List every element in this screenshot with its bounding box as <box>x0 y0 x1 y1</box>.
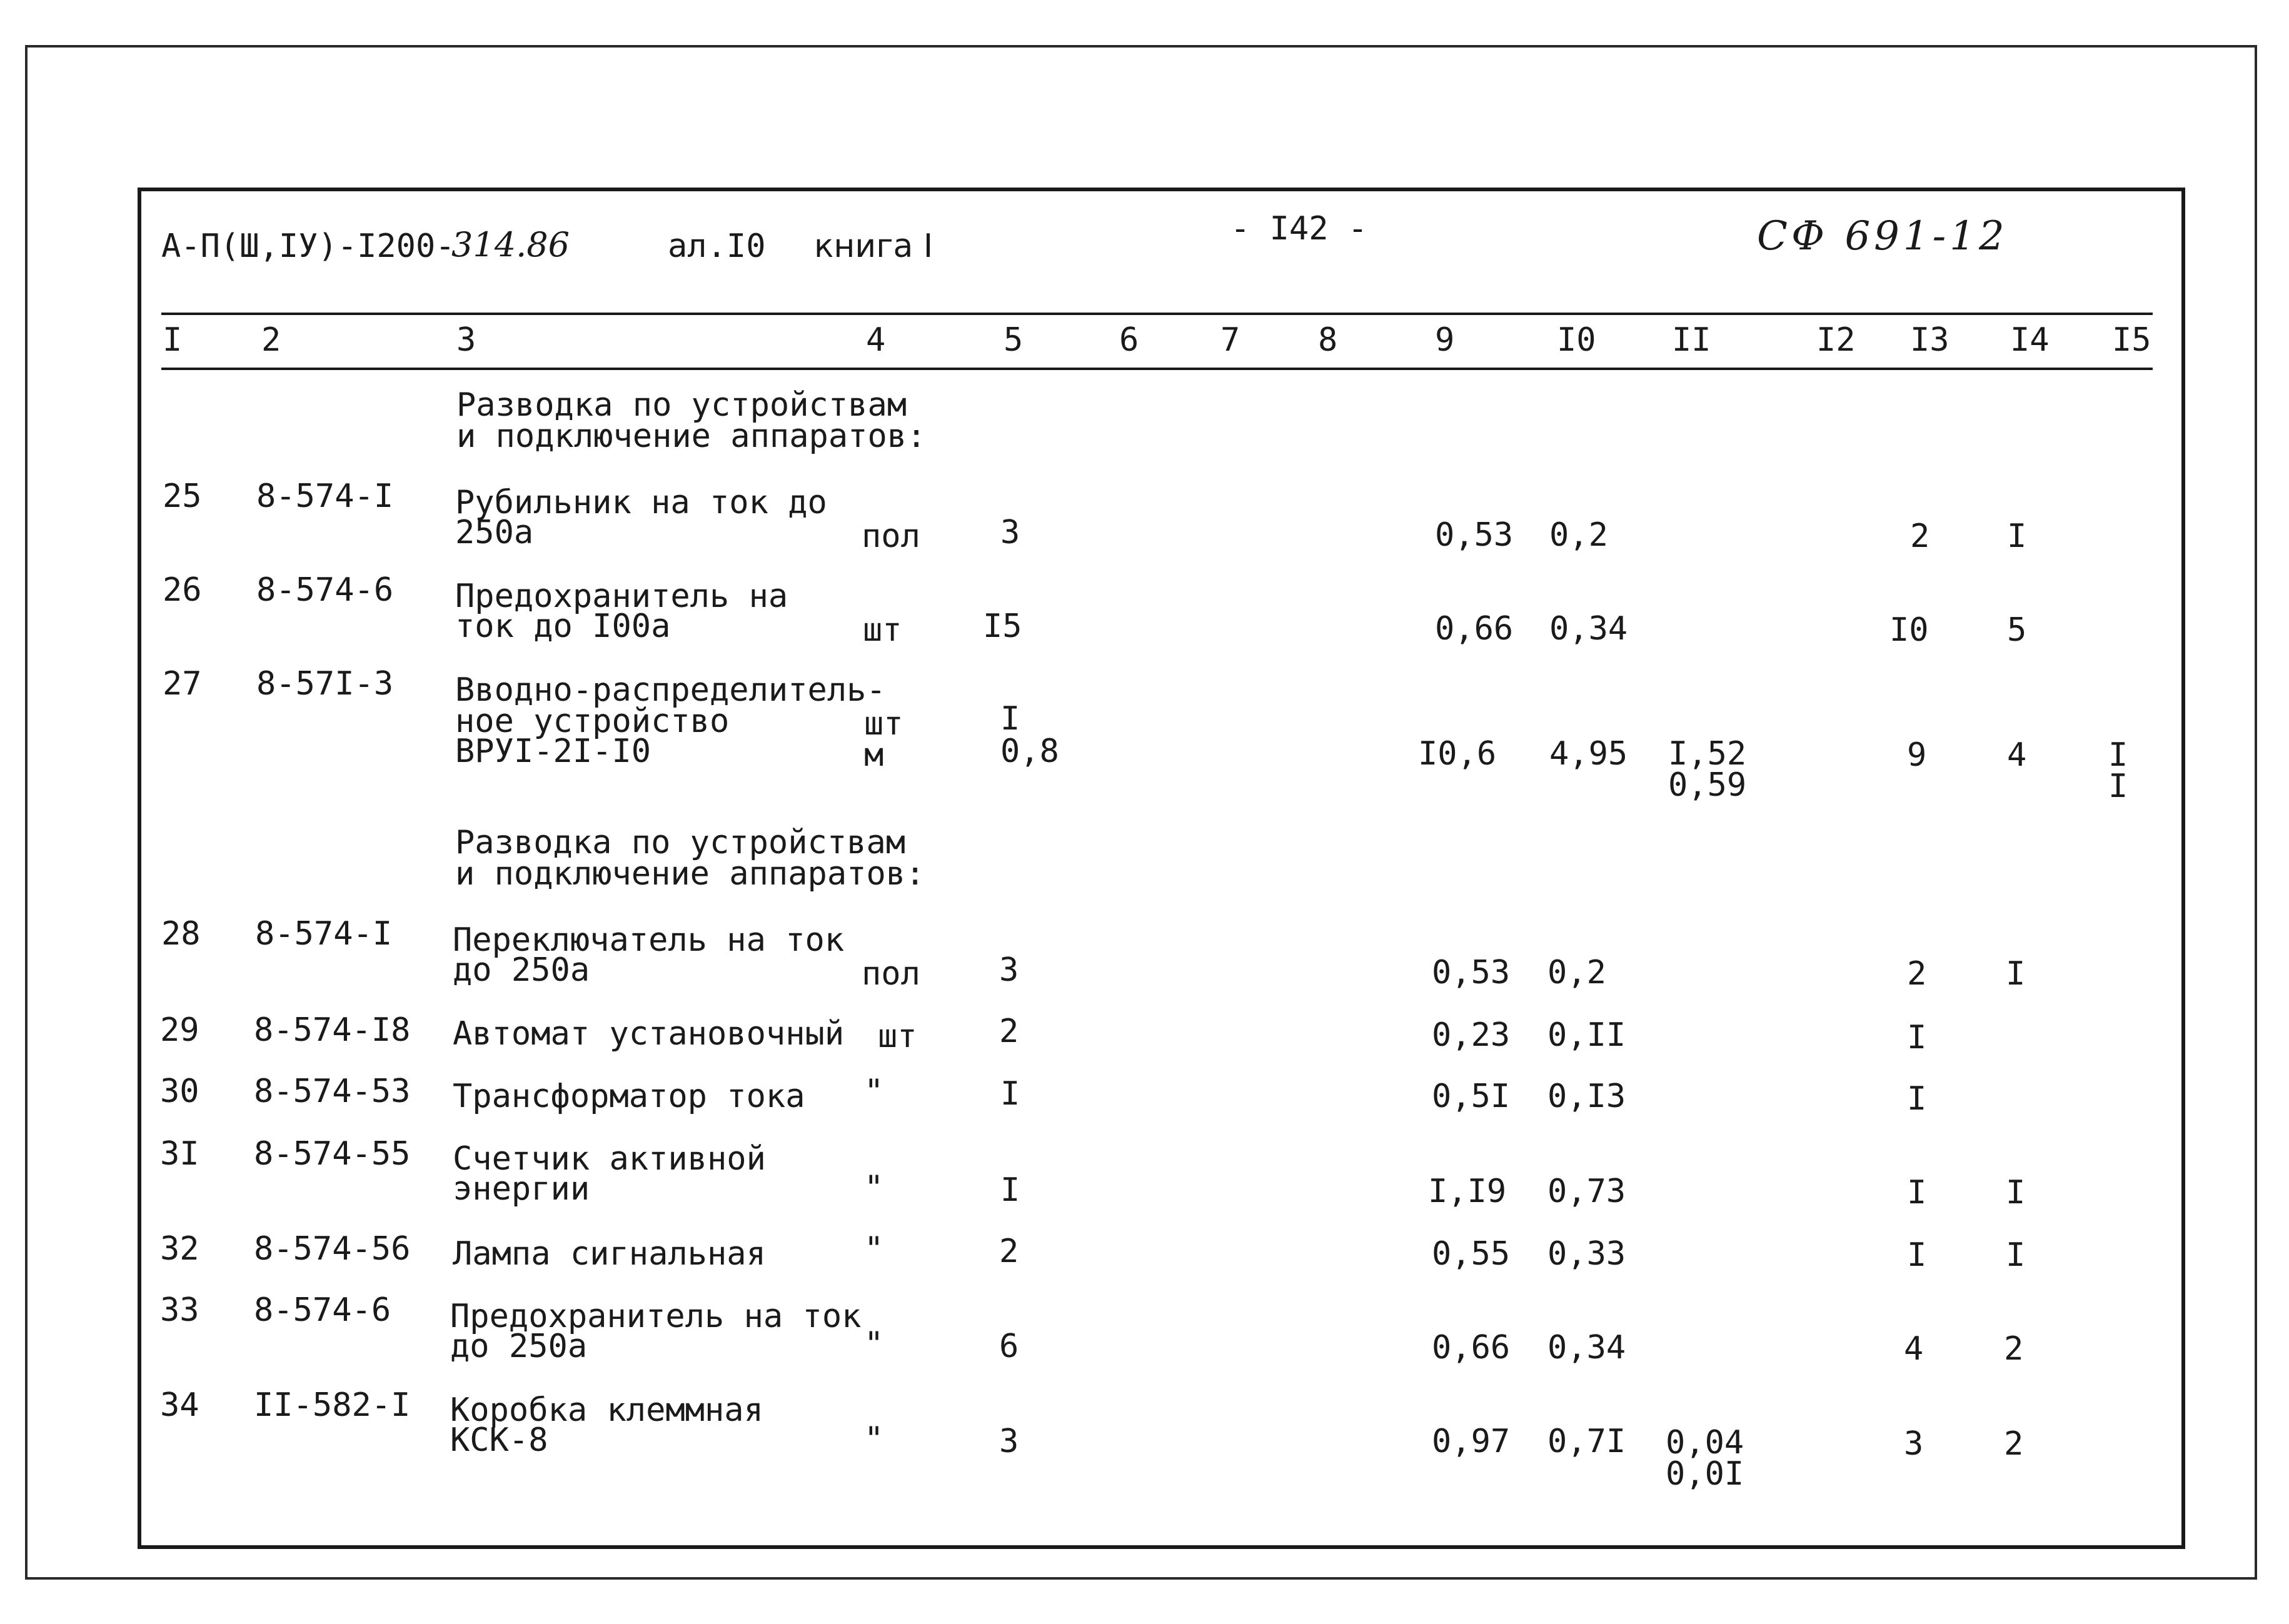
row-code: 8-574-6 <box>256 571 394 609</box>
row-number: 27 <box>163 665 202 703</box>
row-unit: " <box>864 1325 884 1363</box>
row-qty: 2 <box>999 1013 1019 1050</box>
row-col10: 0,34 <box>1547 1329 1626 1366</box>
row-unit: пол <box>862 955 920 993</box>
row-name-line2: энергии <box>453 1170 590 1208</box>
row-col14: 4 <box>2007 736 2027 774</box>
section-heading-line2: и подключение аппаратов: <box>455 855 925 893</box>
col-header-9: 9 <box>1435 321 1455 359</box>
row-col14: I <box>2007 518 2027 555</box>
row-code: II-582-I <box>254 1386 411 1424</box>
row-code: 8-574-I <box>256 478 394 515</box>
col-header-8: 8 <box>1318 321 1338 359</box>
row-col11-2: 0,0I <box>1666 1455 1744 1493</box>
row-qty: 3 <box>999 951 1019 989</box>
row-unit: шт <box>863 611 902 649</box>
row-code: 8-574-I <box>255 915 393 953</box>
row-col10: 0,2 <box>1549 516 1608 554</box>
row-unit: " <box>864 1420 884 1458</box>
row-unit: " <box>864 1073 884 1110</box>
row-col14: 2 <box>2004 1425 2024 1463</box>
row-name-line1: Вводно-распределитель- <box>455 671 886 709</box>
row-col14: 2 <box>2004 1330 2024 1368</box>
row-col11: 0,04 <box>1666 1424 1744 1461</box>
row-col9: 0,97 <box>1432 1423 1511 1460</box>
row-col10: 0,II <box>1547 1016 1626 1054</box>
row-col13: I0 <box>1889 611 1929 649</box>
row-col15: I <box>2108 736 2128 774</box>
col-header-10: I0 <box>1557 321 1596 359</box>
document-code: А-П(Ш,IУ)-I200- <box>161 228 455 265</box>
col-header-2: 2 <box>261 321 281 359</box>
row-code: 8-574-55 <box>254 1135 411 1173</box>
section-heading-line1: Разводка по устройствам <box>456 386 907 424</box>
row-number: 34 <box>160 1386 199 1424</box>
col-header-15: I5 <box>2112 321 2151 359</box>
row-unit: пол <box>862 518 920 555</box>
col-header-14: I4 <box>2010 321 2050 359</box>
row-col13: I <box>1907 1236 1927 1274</box>
section-heading-line2: и подключение аппаратов: <box>456 418 927 455</box>
row-col9: I0,6 <box>1418 735 1497 773</box>
row-col13: 2 <box>1910 518 1930 555</box>
row-qty: 3 <box>999 1423 1019 1460</box>
row-col10: 4,95 <box>1549 735 1628 773</box>
row-number: 29 <box>160 1011 199 1049</box>
row-name-line2: ток до I00а <box>455 608 671 645</box>
header-rule-top <box>161 313 2153 315</box>
row-col13: 3 <box>1904 1425 1924 1463</box>
row-number: 33 <box>160 1291 199 1329</box>
row-col10: 0,73 <box>1547 1173 1626 1210</box>
row-name-line1: Предохранитель на <box>455 578 788 615</box>
row-qty: I <box>1000 700 1020 738</box>
row-col13: 4 <box>1904 1330 1924 1368</box>
row-qty: I <box>1000 1075 1020 1113</box>
row-unit-2: м <box>864 736 884 774</box>
row-qty: 2 <box>999 1233 1019 1270</box>
row-col9: 0,53 <box>1432 954 1511 991</box>
row-name-line1: Автомат установочный <box>453 1015 845 1053</box>
row-number: 25 <box>163 478 202 515</box>
col-header-1: I <box>163 321 183 359</box>
row-number: 28 <box>161 915 201 953</box>
row-col13: I <box>1907 1019 1927 1056</box>
row-number: 32 <box>160 1230 199 1268</box>
row-col9: 0,66 <box>1432 1329 1511 1366</box>
row-col11-2: 0,59 <box>1668 766 1747 804</box>
page-number: - I42 - <box>1230 210 1368 248</box>
album-number: ал.I0 <box>668 228 766 265</box>
row-qty: I5 <box>983 608 1022 645</box>
col-header-3: 3 <box>456 321 476 359</box>
row-code: 8-574-56 <box>254 1230 411 1268</box>
document-frame <box>138 188 2185 1549</box>
row-col9: 0,66 <box>1435 610 1514 648</box>
row-col9: 0,23 <box>1432 1016 1511 1054</box>
row-unit: " <box>864 1230 884 1268</box>
document-code-handwritten: 314.86 <box>451 225 570 264</box>
row-name-line1: Коробка клеммная <box>450 1391 763 1429</box>
row-col10: 0,7I <box>1547 1423 1626 1460</box>
row-code: 8-574-I8 <box>254 1011 411 1049</box>
row-col13: I <box>1907 1174 1927 1211</box>
row-col13: 9 <box>1907 736 1927 774</box>
row-code: 8-57I-3 <box>256 665 394 703</box>
row-col10: 0,2 <box>1547 954 1606 991</box>
row-qty: I <box>1000 1171 1020 1209</box>
row-col15-2: I <box>2108 768 2128 805</box>
row-code: 8-574-6 <box>254 1291 391 1329</box>
row-col14: I <box>2006 955 2026 993</box>
col-header-5: 5 <box>1004 321 1024 359</box>
row-col11: I,52 <box>1668 735 1747 773</box>
col-header-7: 7 <box>1220 321 1240 359</box>
col-header-11: II <box>1672 321 1711 359</box>
row-col9: 0,55 <box>1432 1235 1511 1273</box>
row-col14: I <box>2006 1236 2026 1274</box>
col-header-13: I3 <box>1910 321 1949 359</box>
row-col9: I,I9 <box>1428 1173 1507 1210</box>
row-qty-2: 0,8 <box>1000 733 1059 770</box>
row-col14: I <box>2006 1174 2026 1211</box>
row-name-line1: Переключатель на ток <box>453 921 845 959</box>
row-name-line2: до 250а <box>453 951 590 989</box>
row-col13: 2 <box>1907 955 1927 993</box>
book-number: книга I <box>814 228 933 265</box>
row-name-line2: 250а <box>455 514 534 551</box>
row-number: 3I <box>160 1135 199 1173</box>
row-col13: I <box>1907 1080 1927 1118</box>
row-unit: шт <box>878 1018 917 1055</box>
row-name-line1: Лампа сигнальная <box>453 1235 766 1273</box>
row-unit: " <box>864 1169 884 1206</box>
row-col10: 0,34 <box>1549 610 1628 648</box>
row-unit: шт <box>864 705 903 743</box>
row-col9: 0,53 <box>1435 516 1514 554</box>
row-code: 8-574-53 <box>254 1073 411 1110</box>
row-col10: 0,33 <box>1547 1235 1626 1273</box>
row-name-line1: Трансформатор тока <box>453 1078 805 1115</box>
row-number: 30 <box>160 1073 199 1110</box>
section-heading-line1: Разводка по устройствам <box>455 824 906 861</box>
col-header-6: 6 <box>1119 321 1139 359</box>
row-name-line3: ВРУI-2I-I0 <box>455 733 651 770</box>
col-header-12: I2 <box>1816 321 1856 359</box>
header-rule-bottom <box>161 368 2153 370</box>
col-header-4: 4 <box>866 321 886 359</box>
row-number: 26 <box>163 571 202 609</box>
row-qty: 3 <box>1000 514 1020 551</box>
row-qty: 6 <box>999 1328 1019 1365</box>
row-name-line1: Предохранитель на ток <box>450 1298 862 1335</box>
row-col9: 0,5I <box>1432 1078 1511 1115</box>
row-name-line1: Счетчик активной <box>453 1140 766 1178</box>
row-name-line1: Рубильник на ток до <box>455 484 827 521</box>
row-name-line2: КСК-8 <box>450 1421 548 1459</box>
archive-stamp: СФ 691-12 <box>1757 213 2008 259</box>
row-name-line2: ное устройство <box>455 703 730 740</box>
row-name-line2: до 250а <box>450 1328 588 1365</box>
row-col14: 5 <box>2007 611 2027 649</box>
row-col10: 0,I3 <box>1547 1078 1626 1115</box>
